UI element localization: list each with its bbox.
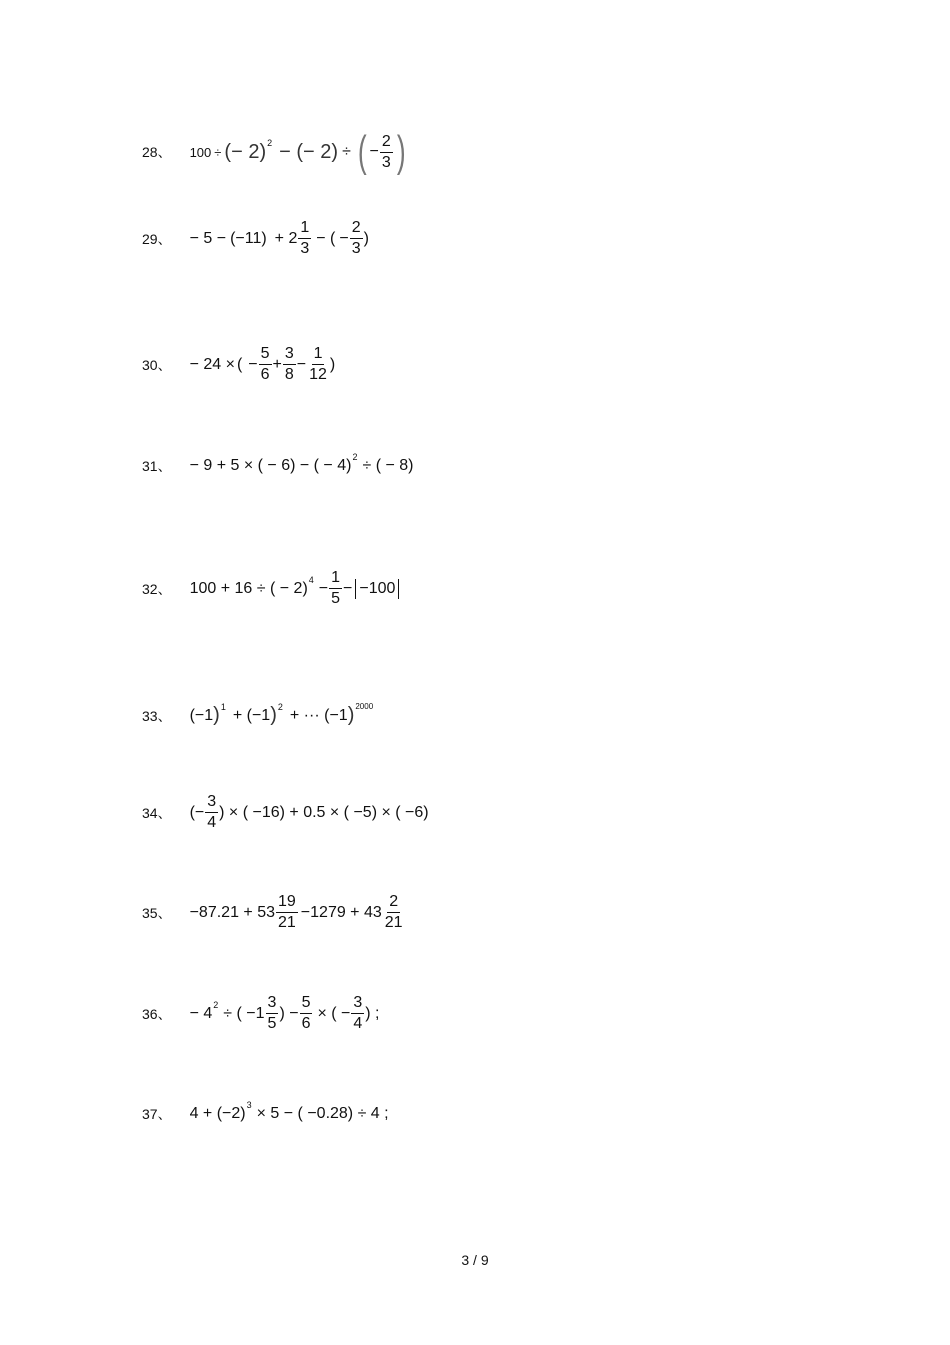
problem-35 xyxy=(142,893,406,932)
problem-number: 32、 xyxy=(142,580,172,597)
problem-number: 35、 xyxy=(142,904,172,921)
problem-number: 36、 xyxy=(142,1005,172,1022)
problem-30 xyxy=(142,345,335,384)
problem-37 xyxy=(142,1100,389,1124)
fraction: $\frac{1}{3}$ xyxy=(300,219,310,257)
math-expression: 100 + 16 ÷ ( − 2) 4 − $\frac{1}{5}$ − −100 xyxy=(190,569,403,608)
problem-number: 31、 xyxy=(142,458,172,474)
problem-number: 29、 xyxy=(142,230,172,247)
fraction: $\frac{3}{4}$ xyxy=(207,793,217,831)
problem-34 xyxy=(142,793,429,832)
math-expression: −87.21 + 53 $\frac{19}{21}$ −1279 + 43 $\frac{2}{21}$ xyxy=(189,893,403,931)
fraction: $\frac{19}{21}$ xyxy=(278,893,296,931)
absolute-value-bar xyxy=(398,579,399,599)
problem-number: 30、 xyxy=(142,356,172,373)
fraction: $\frac{3}{4}$ xyxy=(353,994,363,1032)
problem-36 xyxy=(142,994,380,1033)
absolute-value-bar xyxy=(355,579,356,599)
problem-number: 34、 xyxy=(142,804,172,821)
fraction: $\frac{1}{5}$ xyxy=(331,569,341,607)
fraction: $\frac{5}{6}$ xyxy=(260,345,270,383)
problem-28 xyxy=(142,127,408,176)
math-expression: − 4 2 ÷ ( −1 $\frac{3}{5}$ ) − $\frac{5}{6}$ × ( − $\frac{3}{4}$ ) ; xyxy=(189,994,380,1032)
page-number: 3 / 9 xyxy=(461,1252,489,1268)
math-expression: − 5 − ( −11 ) + 2 $\frac{1}{3}$ − ( − $\frac{2}{3}$ ) xyxy=(189,219,369,257)
problem-32 xyxy=(142,569,402,608)
problem-33 xyxy=(142,701,374,727)
math-expression: − 24 × ( − $\frac{5}{6}$ + $\frac{3}{8}$ − $\frac{1}{12}$ ) xyxy=(189,345,336,383)
fraction: $\frac{5}{6}$ xyxy=(301,994,311,1032)
math-expression: 100 ÷ ( − 2 ) 2 − ( − 2 ) ÷ ( − $\frac{2}{3}$ ) xyxy=(189,127,406,176)
math-expression: − 9 + 5 × ( − 6) − ( − 4) 2 ÷ ( − 8) xyxy=(189,452,414,474)
problem-29 xyxy=(142,219,369,258)
fraction: $\frac{1}{12}$ xyxy=(309,345,327,383)
problem-31 xyxy=(142,452,414,476)
math-expression: 4 + (−2) 3 × 5 − ( −0.28) ÷ 4 ; xyxy=(189,1100,389,1122)
math-expression: (− $\frac{3}{4}$ ) × ( −16) + 0.5 × ( −5) × ( −6) xyxy=(189,793,429,831)
math-expression: (−1 ) 1 + (−1 ) 2 + ··· (−1 ) 2000 xyxy=(189,701,374,726)
fraction: $\frac{2}{3}$ xyxy=(351,219,361,257)
fraction: $\frac{2}{3}$ xyxy=(381,132,391,171)
fraction: $\frac{3}{5}$ xyxy=(267,994,277,1032)
problem-number: 28、 xyxy=(142,144,172,160)
problem-number: 37、 xyxy=(142,1106,172,1122)
problem-number: 33、 xyxy=(142,707,172,724)
fraction: $\frac{2}{21}$ xyxy=(384,893,403,931)
fraction: $\frac{3}{8}$ xyxy=(284,345,294,383)
